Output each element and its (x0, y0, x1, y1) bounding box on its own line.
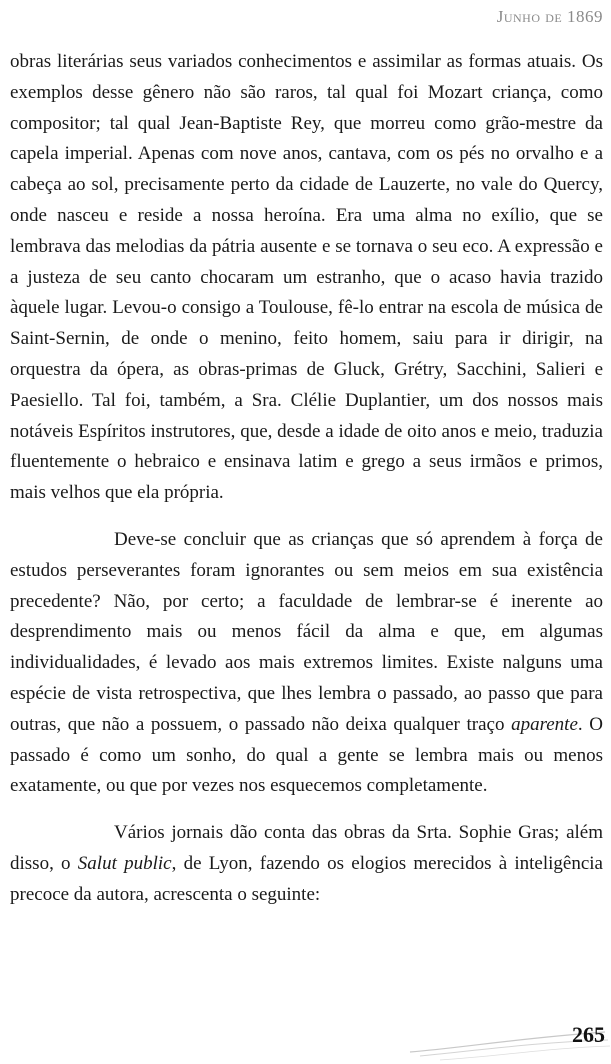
paragraph-2-text-a: Deve-se concluir que as crianças que só aprendem à força de estudos perseverantes foram ignorantes ou sem meios em sua existência precedente? Não, por certo; a faculdade de lembrar-se é inerente ao desprendimento mais ou menos fácil da alma e que, em algumas individualidades, é levado aos mais extremos limites. Existe nalguns uma espécie de vista retrospectiva, que lhes lembra o passado, ao passo que para outras, que não a possuem, o passado não deixa qualquer traço (10, 528, 603, 735)
main-text (10, 47, 603, 911)
paragraph-3 (10, 818, 603, 910)
paragraph-2-italic: aparente (511, 713, 578, 735)
paragraph-2-text-b: . O passado é como um sonho, do qual a gente se lembra mais ou menos exatamente, ou que por vezes nos esquecemos completamente. (10, 713, 603, 797)
paragraph-3-text-a: Vários jornais dão conta das obras da Srta. Sophie Gras; além disso, o (10, 822, 603, 874)
page-number: 265 (572, 1022, 605, 1047)
paragraph-1: obras literárias seus variados conhecimentos e assimilar as formas atuais. Os exemplos desse gênero não são raros, tal qual foi Mozart criança, como compositor; tal qual Jean-Baptiste Rey, que morreu como grão-mestre da capela imperial. Apenas com nove anos, cantava, com os pés no orvalho e a cabeça ao sol, precisamente perto da cidade de Lauzerte, no vale do Quercy, onde nasceu e reside a nossa heroína. Era uma alma no exílio, que se lembrava das melodias da pátria ausente e se tornava o seu eco. A expressão e a justeza de seu canto chocaram um estranho, que o acaso havia trazido àquele lugar. Levou-o consigo a Toulouse, fê-lo entrar na escola de música de Saint-Sernin, de onde o menino, feito homem, saiu para ir dirigir, na orquestra da ópera, as obras-primas de Gluck, Grétry, Sacchini, Salieri e Paesiello. Tal foi, também, a Sra. Clélie Duplantier, um dos nossos mais notáveis Espíritos instrutores, que, desde a idade de oito anos e meio, traduzia fluentemente o hebraico e ensinava latim e grego a seus irmãos e primos, mais velhos que ela própria. (10, 51, 603, 504)
running-header: Junho de 1869 (496, 7, 603, 26)
paragraph-3-italic: Salut public (77, 852, 172, 874)
paragraph-3-text-b: , de Lyon, fazendo os elogios merecidos à inteligência precoce da autora, acrescenta o seguinte: (10, 852, 603, 905)
paragraph-2 (10, 525, 603, 802)
